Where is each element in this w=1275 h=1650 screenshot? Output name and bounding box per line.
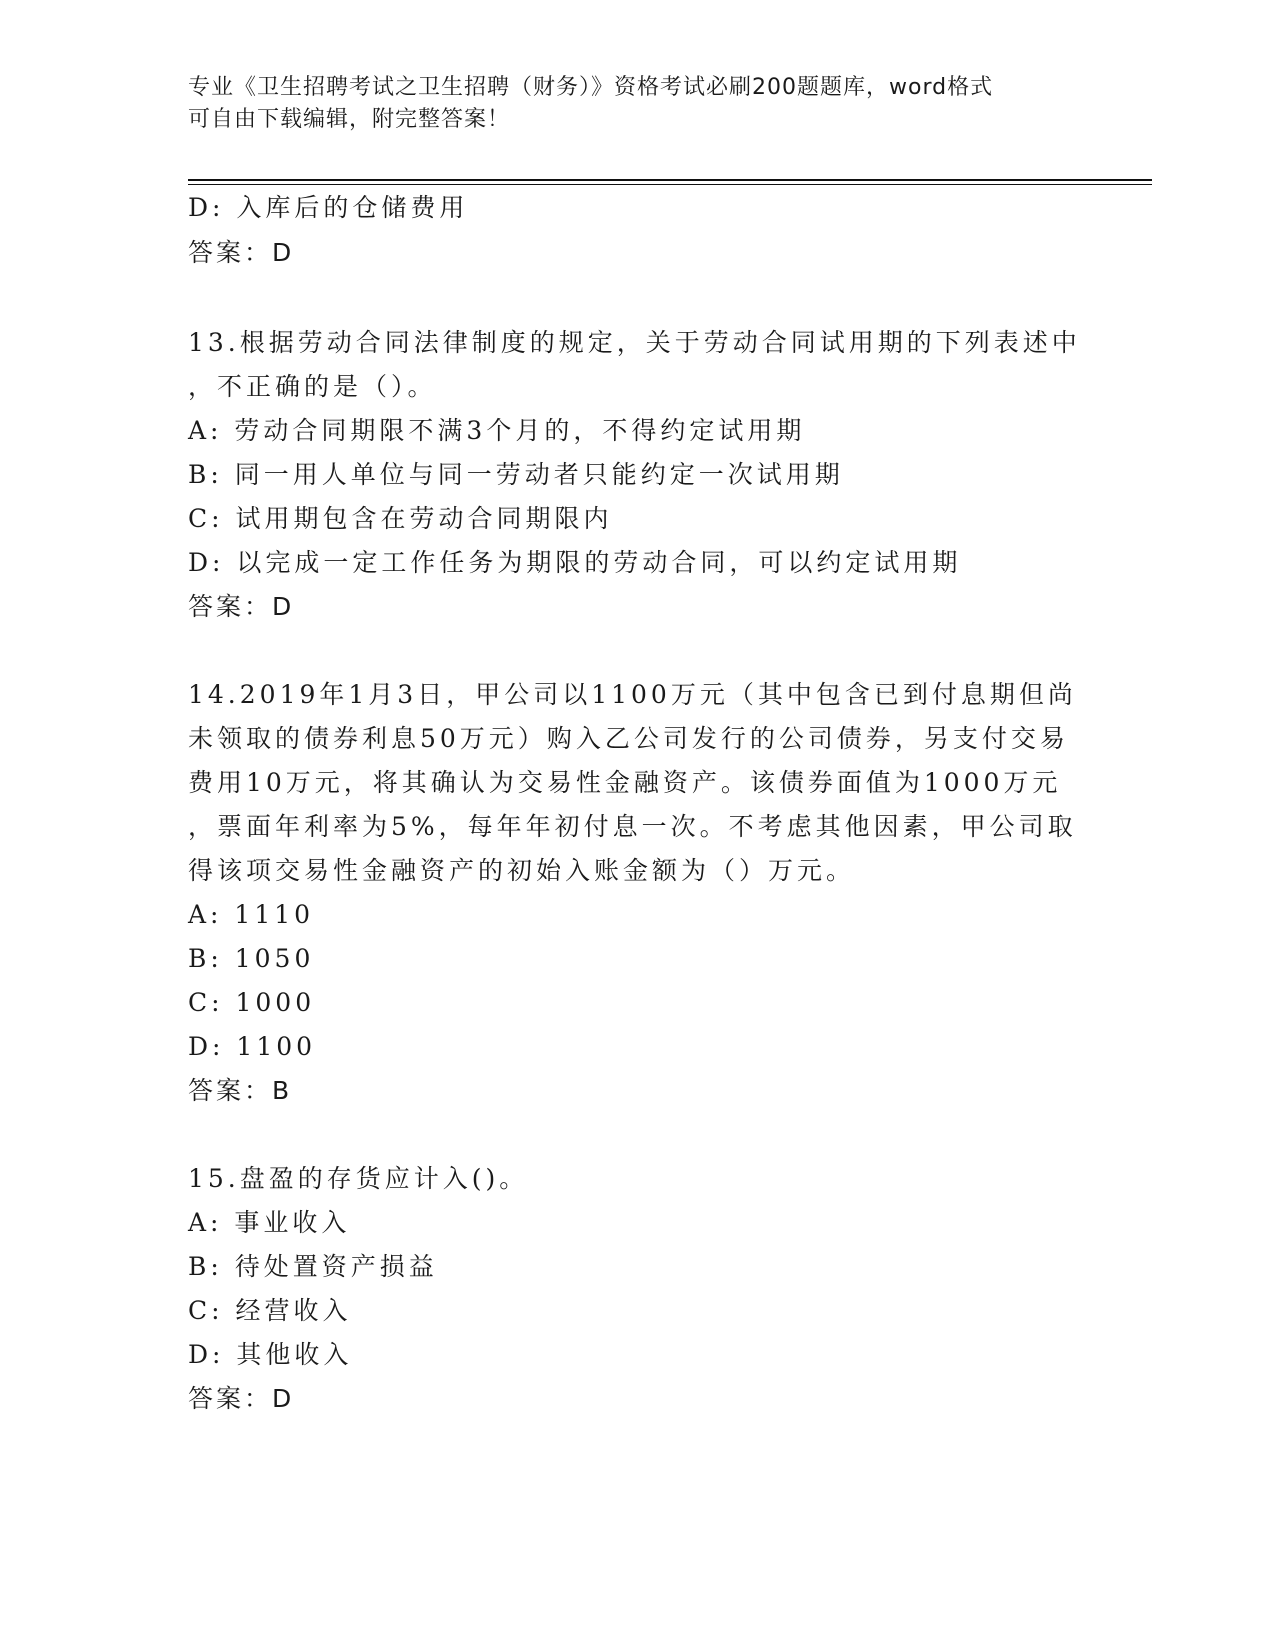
- q14-stem-line-1: 14.2019年1月3日，甲公司以1100万元（其中包含已到付息期但尚: [188, 680, 1077, 709]
- header-line-1: 专业《卫生招聘考试之卫生招聘（财务）》资格考试必刷200题题库，word格式: [188, 75, 994, 100]
- q14-stem-line-5: 得该项交易性金融资产的初始入账金额为（）万元。: [188, 856, 856, 885]
- q12-option-d: D: 入库后的仓储费用: [188, 193, 469, 222]
- q14-option-d: D: 1100: [188, 1032, 317, 1061]
- q15-option-c: C: 经营收入: [188, 1296, 352, 1325]
- q14-stem-line-4: ，票面年利率为5%，每年年初付息一次。不考虑其他因素，甲公司取: [188, 812, 1077, 841]
- q13-stem-line-2: ，不正确的是（）。: [188, 372, 437, 401]
- q14-stem-line-3: 费用10万元，将其确认为交易性金融资产。该债券面值为1000万元: [188, 768, 1062, 797]
- q13-option-b: B: 同一用人单位与同一劳动者只能约定一次试用期: [188, 460, 844, 489]
- q15-option-d: D: 其他收入: [188, 1340, 353, 1369]
- q14-answer: 答案：B: [188, 1076, 293, 1105]
- q15-answer: 答案：D: [188, 1384, 295, 1413]
- q14-option-a: A: 1110: [188, 900, 315, 929]
- q13-answer: 答案：D: [188, 592, 295, 621]
- header-rule-thick: [188, 179, 1152, 181]
- page-header: [188, 72, 1088, 136]
- q14-option-b: B: 1050: [188, 944, 315, 973]
- header-line-2: 可自由下载编辑，附完整答案！: [188, 107, 511, 132]
- q13-stem-line-1: 13.根据劳动合同法律制度的规定，关于劳动合同试用期的下列表述中: [188, 328, 1081, 357]
- q14-stem-line-2: 未领取的债券利息50万元）购入乙公司发行的公司债券，另支付交易: [188, 724, 1069, 753]
- q13-option-a: A: 劳动合同期限不满3个月的，不得约定试用期: [188, 416, 806, 445]
- header-rule-thin: [188, 184, 1152, 185]
- q12-answer: 答案：D: [188, 238, 295, 267]
- q15-option-a: A: 事业收入: [188, 1208, 351, 1237]
- q13-option-d: D: 以完成一定工作任务为期限的劳动合同，可以约定试用期: [188, 548, 962, 577]
- q14-option-c: C: 1000: [188, 988, 316, 1017]
- q15-option-b: B: 待处置资产损益: [188, 1252, 438, 1281]
- q15-stem-line-1: 15.盘盈的存货应计入()。: [188, 1164, 529, 1193]
- q13-option-c: C: 试用期包含在劳动合同期限内: [188, 504, 613, 533]
